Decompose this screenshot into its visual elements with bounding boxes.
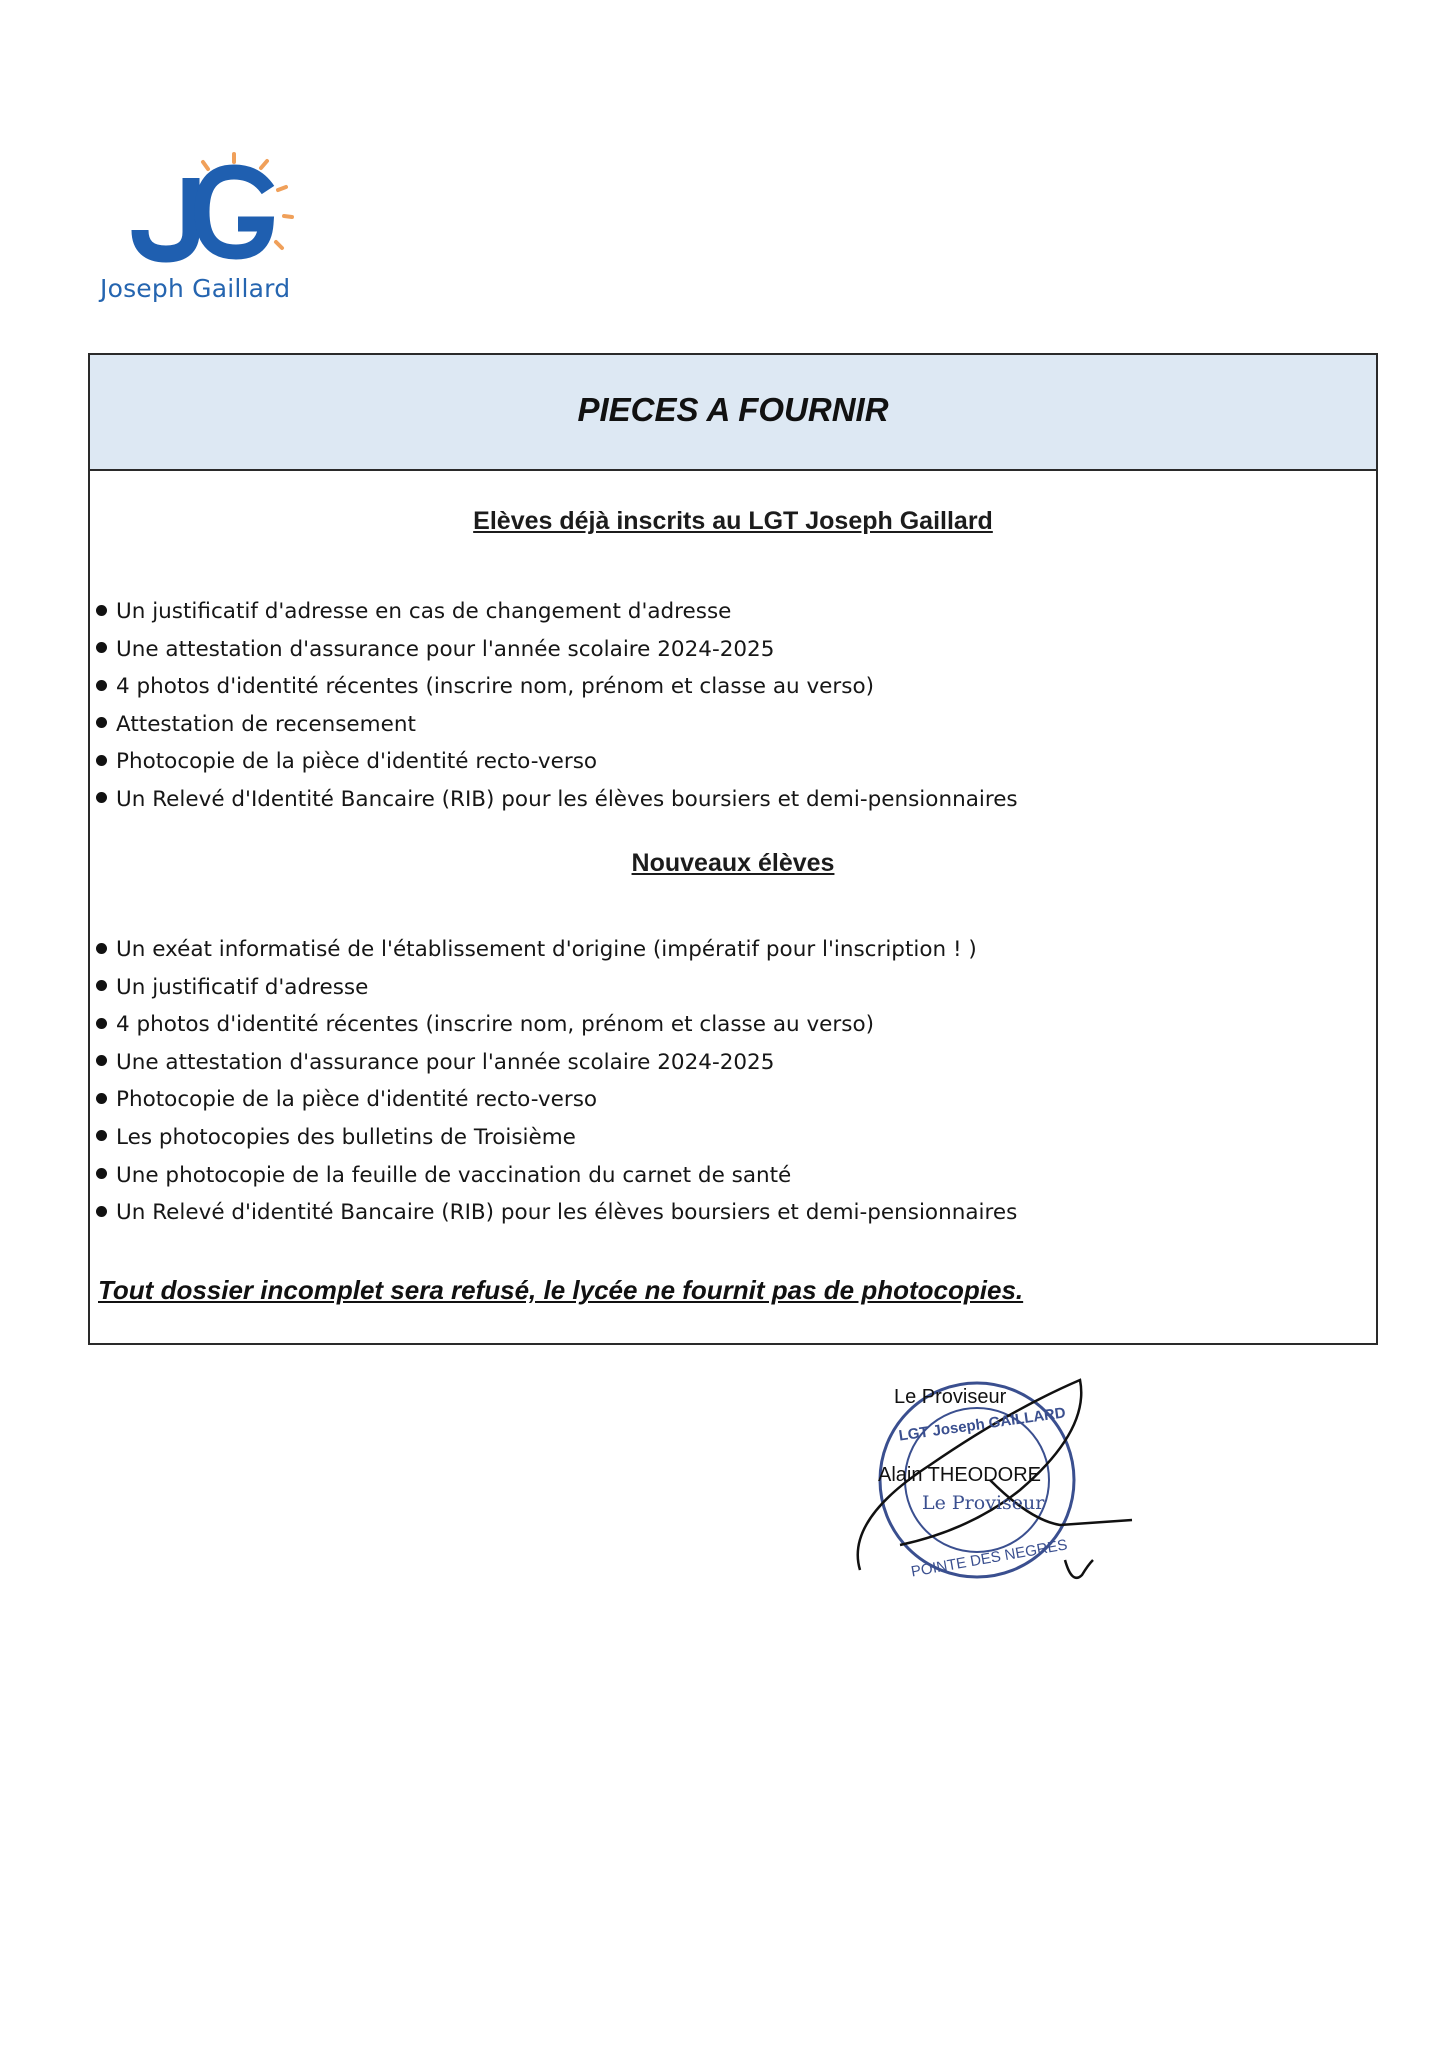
bullet-icon	[96, 943, 107, 954]
bullet-icon	[96, 980, 107, 991]
bullet-icon	[96, 717, 107, 728]
bullet-icon	[96, 792, 107, 803]
bullet-icon	[96, 755, 107, 766]
section-title-new-students: Nouveaux élèves	[631, 849, 835, 877]
school-logo	[96, 150, 316, 320]
list-item: Une attestation d'assurance pour l'année scolaire 2024-2025	[96, 1044, 1017, 1082]
list-item: 4 photos d'identité récentes (inscrire nom, prénom et classe au verso)	[96, 668, 1018, 706]
list-item: Un justificatif d'adresse	[96, 969, 1017, 1007]
list-item: Attestation de recensement	[96, 706, 1018, 744]
list-item: Un exéat informatisé de l'établissement d'origine (impératif pour l'inscription ! )	[96, 931, 1017, 969]
documents-box	[88, 353, 1378, 1345]
bullet-icon	[96, 1018, 107, 1029]
incomplete-file-warning: Tout dossier incomplet sera refusé, le lycée ne fournit pas de photocopies.	[98, 1275, 1024, 1305]
list-item: Une photocopie de la feuille de vaccination du carnet de santé	[96, 1157, 1017, 1195]
stamp-bottom-text: POINTE DES NEGRES	[909, 1536, 1069, 1581]
list-item: Photocopie de la pièce d'identité recto-verso	[96, 1081, 1017, 1119]
list-current-students	[96, 593, 1018, 819]
list-item: Les photocopies des bulletins de Troisième	[96, 1119, 1017, 1157]
bullet-icon	[96, 680, 107, 691]
stamp-center-text: Le Proviseur	[922, 1492, 1045, 1514]
section-title-current-students: Elèves déjà inscrits au LGT Joseph Gaillard	[473, 507, 993, 535]
bullet-icon	[96, 1130, 107, 1141]
stamp-top-text: LGT Joseph GAILLARD	[897, 1404, 1067, 1445]
bullet-icon	[96, 605, 107, 616]
list-item: Un justificatif d'adresse en cas de changement d'adresse	[96, 593, 1018, 631]
list-item: Un Relevé d'Identité Bancaire (RIB) pour les élèves boursiers et demi-pensionnaires	[96, 781, 1018, 819]
signature-name: Alain THEODORE	[878, 1464, 1042, 1486]
signature-role: Le Proviseur	[894, 1386, 1007, 1408]
bullet-icon	[96, 1206, 107, 1217]
bullet-icon	[96, 642, 107, 653]
list-item: Un Relevé d'identité Bancaire (RIB) pour les élèves boursiers et demi-pensionnaires	[96, 1194, 1017, 1232]
list-item: 4 photos d'identité récentes (inscrire nom, prénom et classe au verso)	[96, 1006, 1017, 1044]
box-header	[90, 355, 1376, 471]
jg-logo-icon	[96, 150, 316, 275]
page-title: PIECES A FOURNIR	[577, 391, 889, 428]
bullet-icon	[96, 1093, 107, 1104]
list-item: Une attestation d'assurance pour l'année scolaire 2024-2025	[96, 631, 1018, 669]
bullet-icon	[96, 1168, 107, 1179]
logo-name: Joseph Gaillard	[100, 274, 291, 303]
bullet-icon	[96, 1055, 107, 1066]
list-new-students	[96, 931, 1017, 1232]
signature-block	[840, 1370, 1140, 1600]
list-item: Photocopie de la pièce d'identité recto-verso	[96, 743, 1018, 781]
